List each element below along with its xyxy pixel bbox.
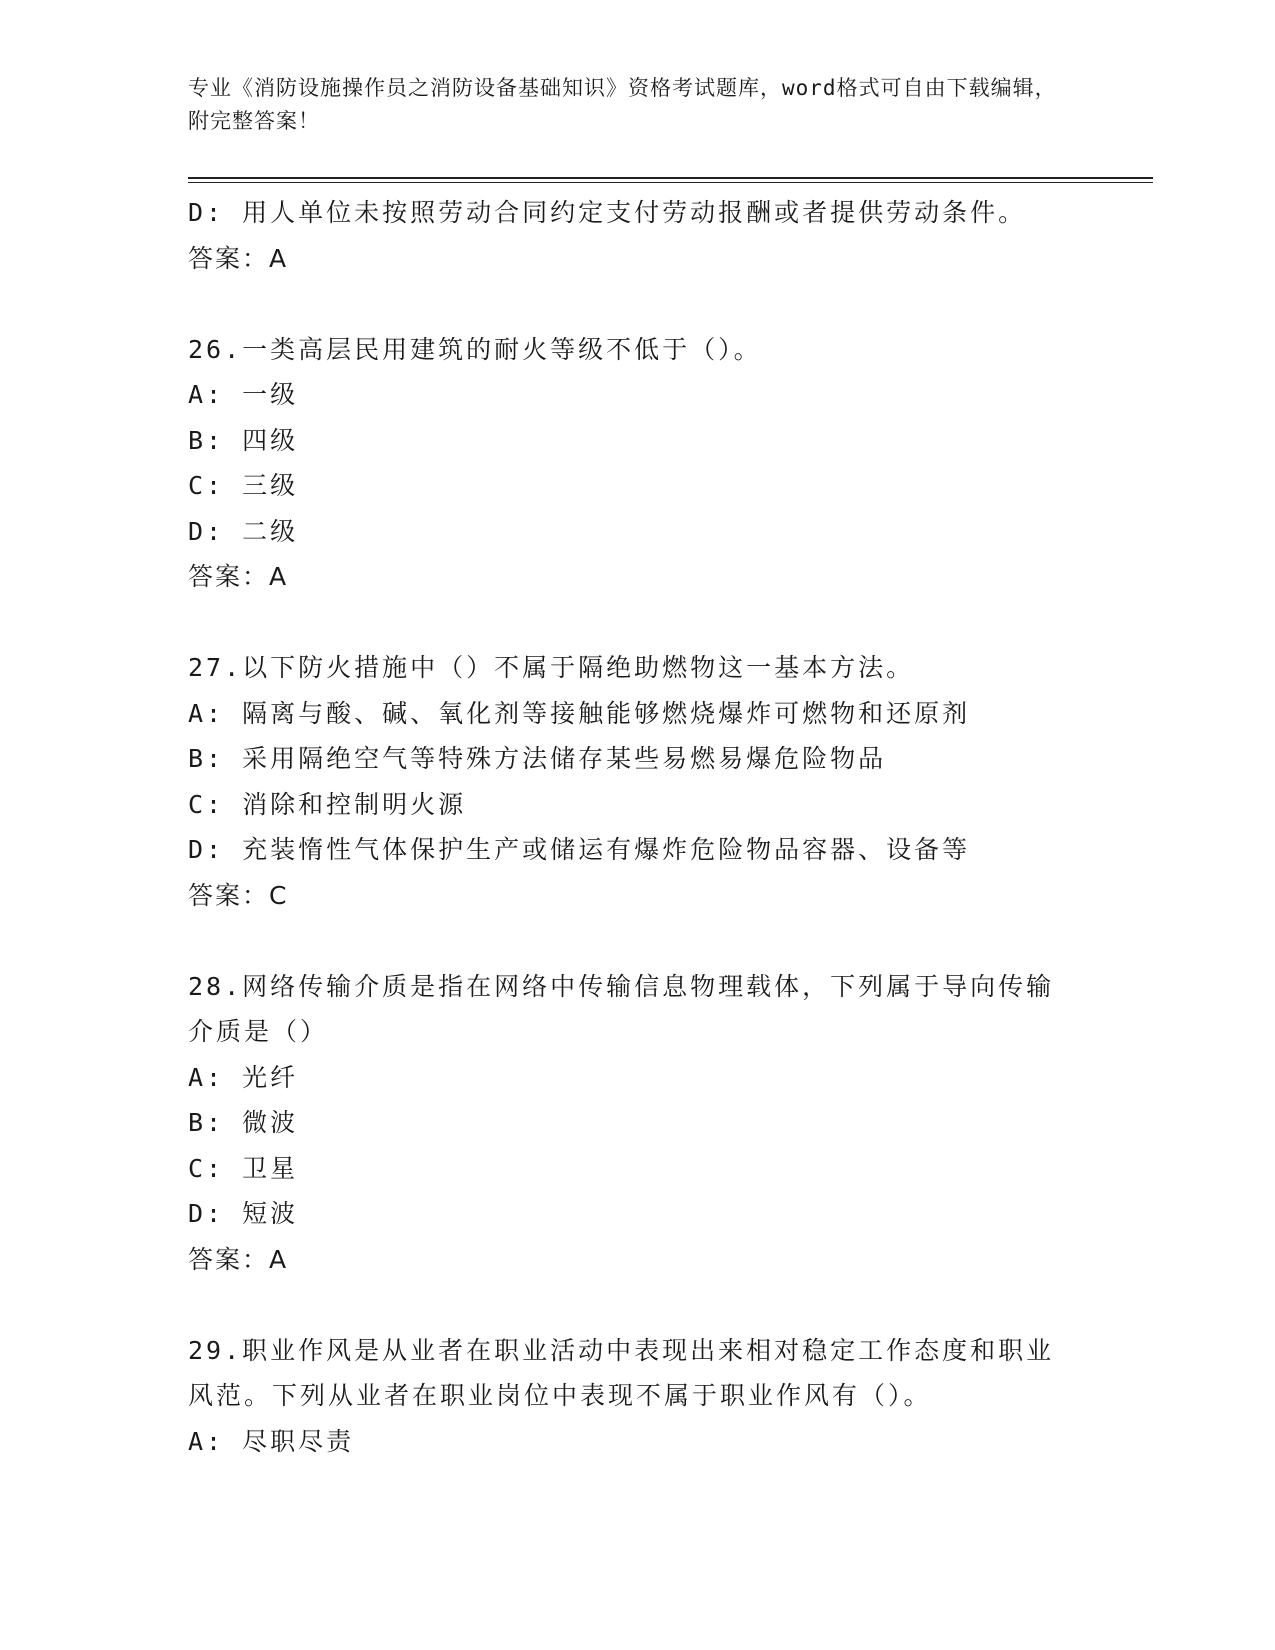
answer-line: 答案：A xyxy=(188,562,289,591)
spacer xyxy=(188,918,1088,964)
option-a: A: 隔离与酸、碱、氧化剂等接触能够燃烧爆炸可燃物和还原剂 xyxy=(188,698,971,728)
option-a: A: 光纤 xyxy=(188,1062,299,1092)
document-header: 专业《消防设施操作员之消防设备基础知识》资格考试题库，word格式可自由下载编辑，附完整答案！ xyxy=(188,76,1057,133)
spacer xyxy=(188,281,1088,327)
header-divider-thin xyxy=(188,182,1153,183)
answer-line: 答案：A xyxy=(188,243,289,273)
option-c: C: 消除和控制明火源 xyxy=(188,789,467,819)
option-d: D: 短波 xyxy=(188,1199,299,1228)
question-stem: 29.职业作风是从业者在职业活动中表现出来相对稳定工作态度和职业风范。下列从业者在职业岗位中表现不属于职业作风有（）。 xyxy=(188,1335,1055,1410)
option-a: A: 一级 xyxy=(188,380,299,409)
option-d: D: 二级 xyxy=(188,516,299,546)
option-c: C: 卫星 xyxy=(188,1153,299,1183)
option-d: D: 充装惰性气体保护生产或储运有爆炸危险物品容器、设备等 xyxy=(188,835,971,864)
spacer xyxy=(188,600,1088,646)
answer-line: 答案：A xyxy=(188,1244,289,1274)
answer-line: 答案：C xyxy=(188,880,289,910)
spacer xyxy=(188,1282,1088,1328)
question-list xyxy=(188,190,1088,1464)
header-divider-thick xyxy=(188,177,1153,179)
option-b: B: 微波 xyxy=(188,1108,299,1137)
question-stem: 28.网络传输介质是指在网络中传输信息物理载体，下列属于导向传输介质是（） xyxy=(188,971,1055,1046)
question-stem: 26.一类高层民用建筑的耐火等级不低于（）。 xyxy=(188,334,762,364)
question-stem: 27.以下防火措施中（）不属于隔绝助燃物这一基本方法。 xyxy=(188,653,915,682)
option-b: B: 四级 xyxy=(188,425,299,455)
option-c: C: 三级 xyxy=(188,471,299,500)
option-a: A: 尽职尽责 xyxy=(188,1426,355,1456)
option-b: B: 采用隔绝空气等特殊方法储存某些易燃易爆危险物品 xyxy=(188,744,887,773)
option-d: D: 用人单位未按照劳动合同约定支付劳动报酬或者提供劳动条件。 xyxy=(188,198,1027,227)
